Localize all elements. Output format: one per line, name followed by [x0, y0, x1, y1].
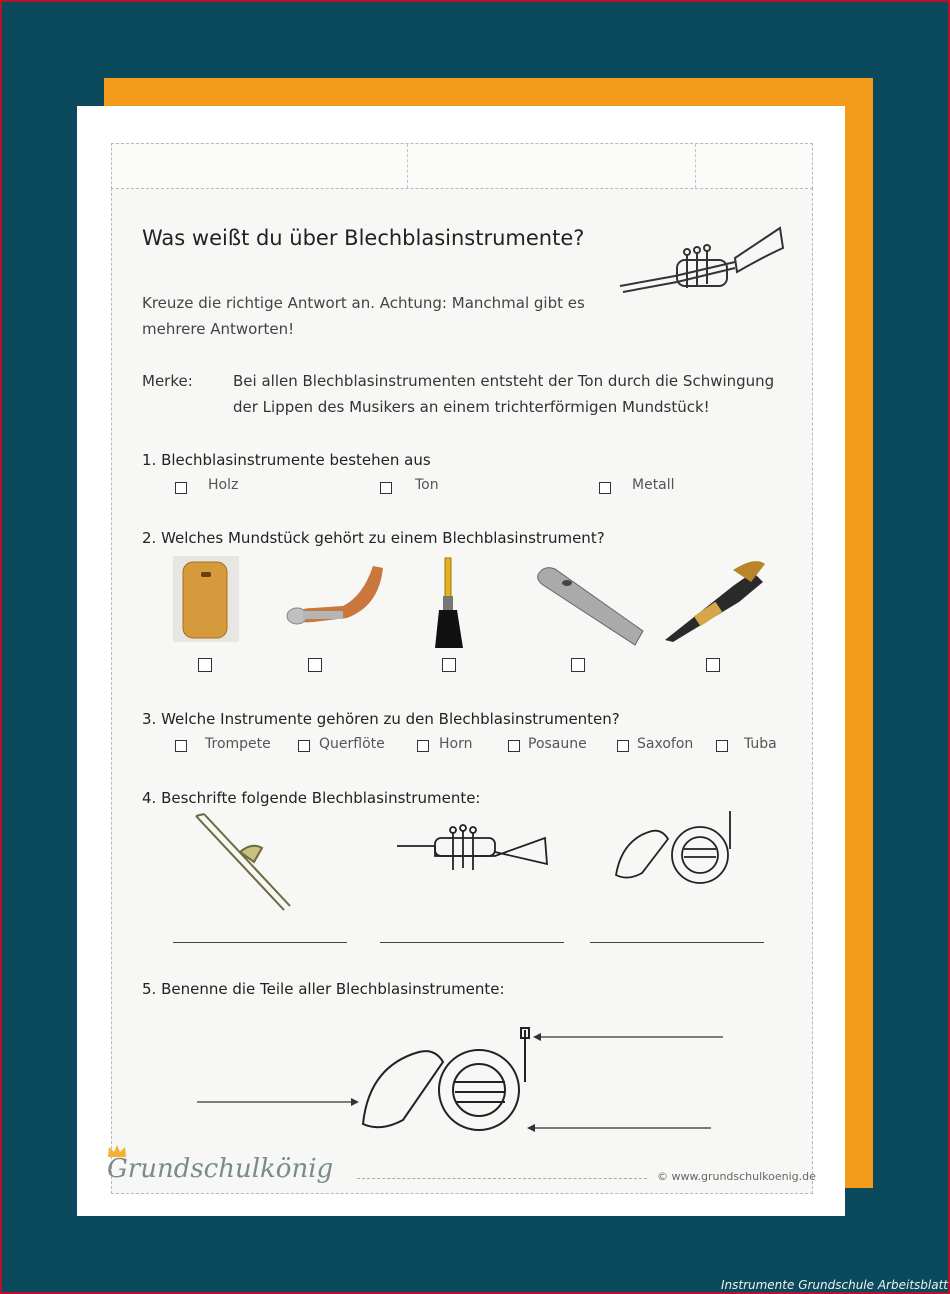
question-1: 1. Blechblasinstrumente bestehen aus: [142, 451, 431, 469]
option-querfloete: Querflöte: [319, 736, 385, 752]
recorder-mouthpiece-image: [173, 556, 239, 642]
trumpet-icon: [615, 218, 785, 298]
arrow-valves: [527, 1122, 711, 1134]
merke-text: [233, 368, 774, 420]
checkbox-mouthpiece-2[interactable]: [308, 658, 322, 672]
image-caption: Instrumente Grundschule Arbeitsblatt: [720, 1278, 948, 1292]
question-3: 3. Welche Instrumente gehören zu den Blechblasinstrumenten?: [142, 710, 620, 728]
checkbox-trompete[interactable]: [175, 740, 187, 752]
merke-line-2: der Lippen des Musikers an einem trichterförmigen Mundstück!: [233, 398, 710, 416]
worksheet-title: Was weißt du über Blechblasinstrumente?: [142, 226, 585, 250]
worksheet-page: [77, 106, 845, 1216]
copyright-text: © www.grundschulkoenig.de: [657, 1170, 816, 1183]
flute-headjoint-image: [535, 561, 647, 651]
checkbox-mouthpiece-3[interactable]: [442, 658, 456, 672]
option-saxofon: Saxofon: [637, 736, 694, 752]
arrow-bell: [197, 1096, 359, 1108]
checkbox-saxofon[interactable]: [617, 740, 629, 752]
checkbox-mouthpiece-5[interactable]: [706, 658, 720, 672]
merke-label: Merke:: [142, 372, 193, 390]
header-band: [111, 143, 813, 189]
grundschulkoenig-logo: Grundschulkönig: [107, 1154, 334, 1184]
checkbox-posaune[interactable]: [508, 740, 520, 752]
question-2: 2. Welches Mundstück gehört zu einem Blechblasinstrument?: [142, 529, 605, 547]
option-horn: Horn: [439, 736, 473, 752]
answer-line-2[interactable]: [380, 942, 564, 943]
brass-mouthpiece-image: [283, 556, 388, 636]
option-posaune: Posaune: [528, 736, 587, 752]
footer-divider: [357, 1178, 647, 1179]
french-horn-icon: [612, 809, 742, 889]
instruction-line-2: mehrere Antworten!: [142, 320, 295, 338]
checkbox-metall[interactable]: [599, 482, 611, 494]
reed-mouthpiece-image: [427, 556, 477, 652]
merke-line-1: Bei allen Blechblasinstrumenten entsteht der Ton durch die Schwingung: [233, 372, 775, 390]
instruction-text: [142, 290, 585, 342]
option-tuba: Tuba: [744, 736, 777, 752]
checkbox-holz[interactable]: [175, 482, 187, 494]
checkbox-mouthpiece-1[interactable]: [198, 658, 212, 672]
trombone-icon: [192, 812, 292, 914]
checkbox-tuba[interactable]: [716, 740, 728, 752]
checkbox-querfloete[interactable]: [298, 740, 310, 752]
checkbox-horn[interactable]: [417, 740, 429, 752]
french-horn-diagram: [359, 1026, 549, 1136]
option-holz: Holz: [208, 477, 239, 493]
arrow-mouthpiece: [533, 1031, 723, 1043]
answer-line-3[interactable]: [590, 942, 764, 943]
checkbox-ton[interactable]: [380, 482, 392, 494]
option-trompete: Trompete: [205, 736, 271, 752]
checkbox-mouthpiece-4[interactable]: [571, 658, 585, 672]
question-4: 4. Beschrifte folgende Blechblasinstrumente:: [142, 789, 481, 807]
trumpet-drawing: [395, 824, 551, 880]
option-ton: Ton: [415, 477, 439, 493]
option-metall: Metall: [632, 477, 675, 493]
answer-line-1[interactable]: [173, 942, 347, 943]
instruction-line-1: Kreuze die richtige Antwort an. Achtung: Manchmal gibt es: [142, 294, 585, 312]
question-5: 5. Benenne die Teile aller Blechblasinstrumente:: [142, 980, 505, 998]
saxophone-mouthpiece-image: [655, 556, 767, 642]
